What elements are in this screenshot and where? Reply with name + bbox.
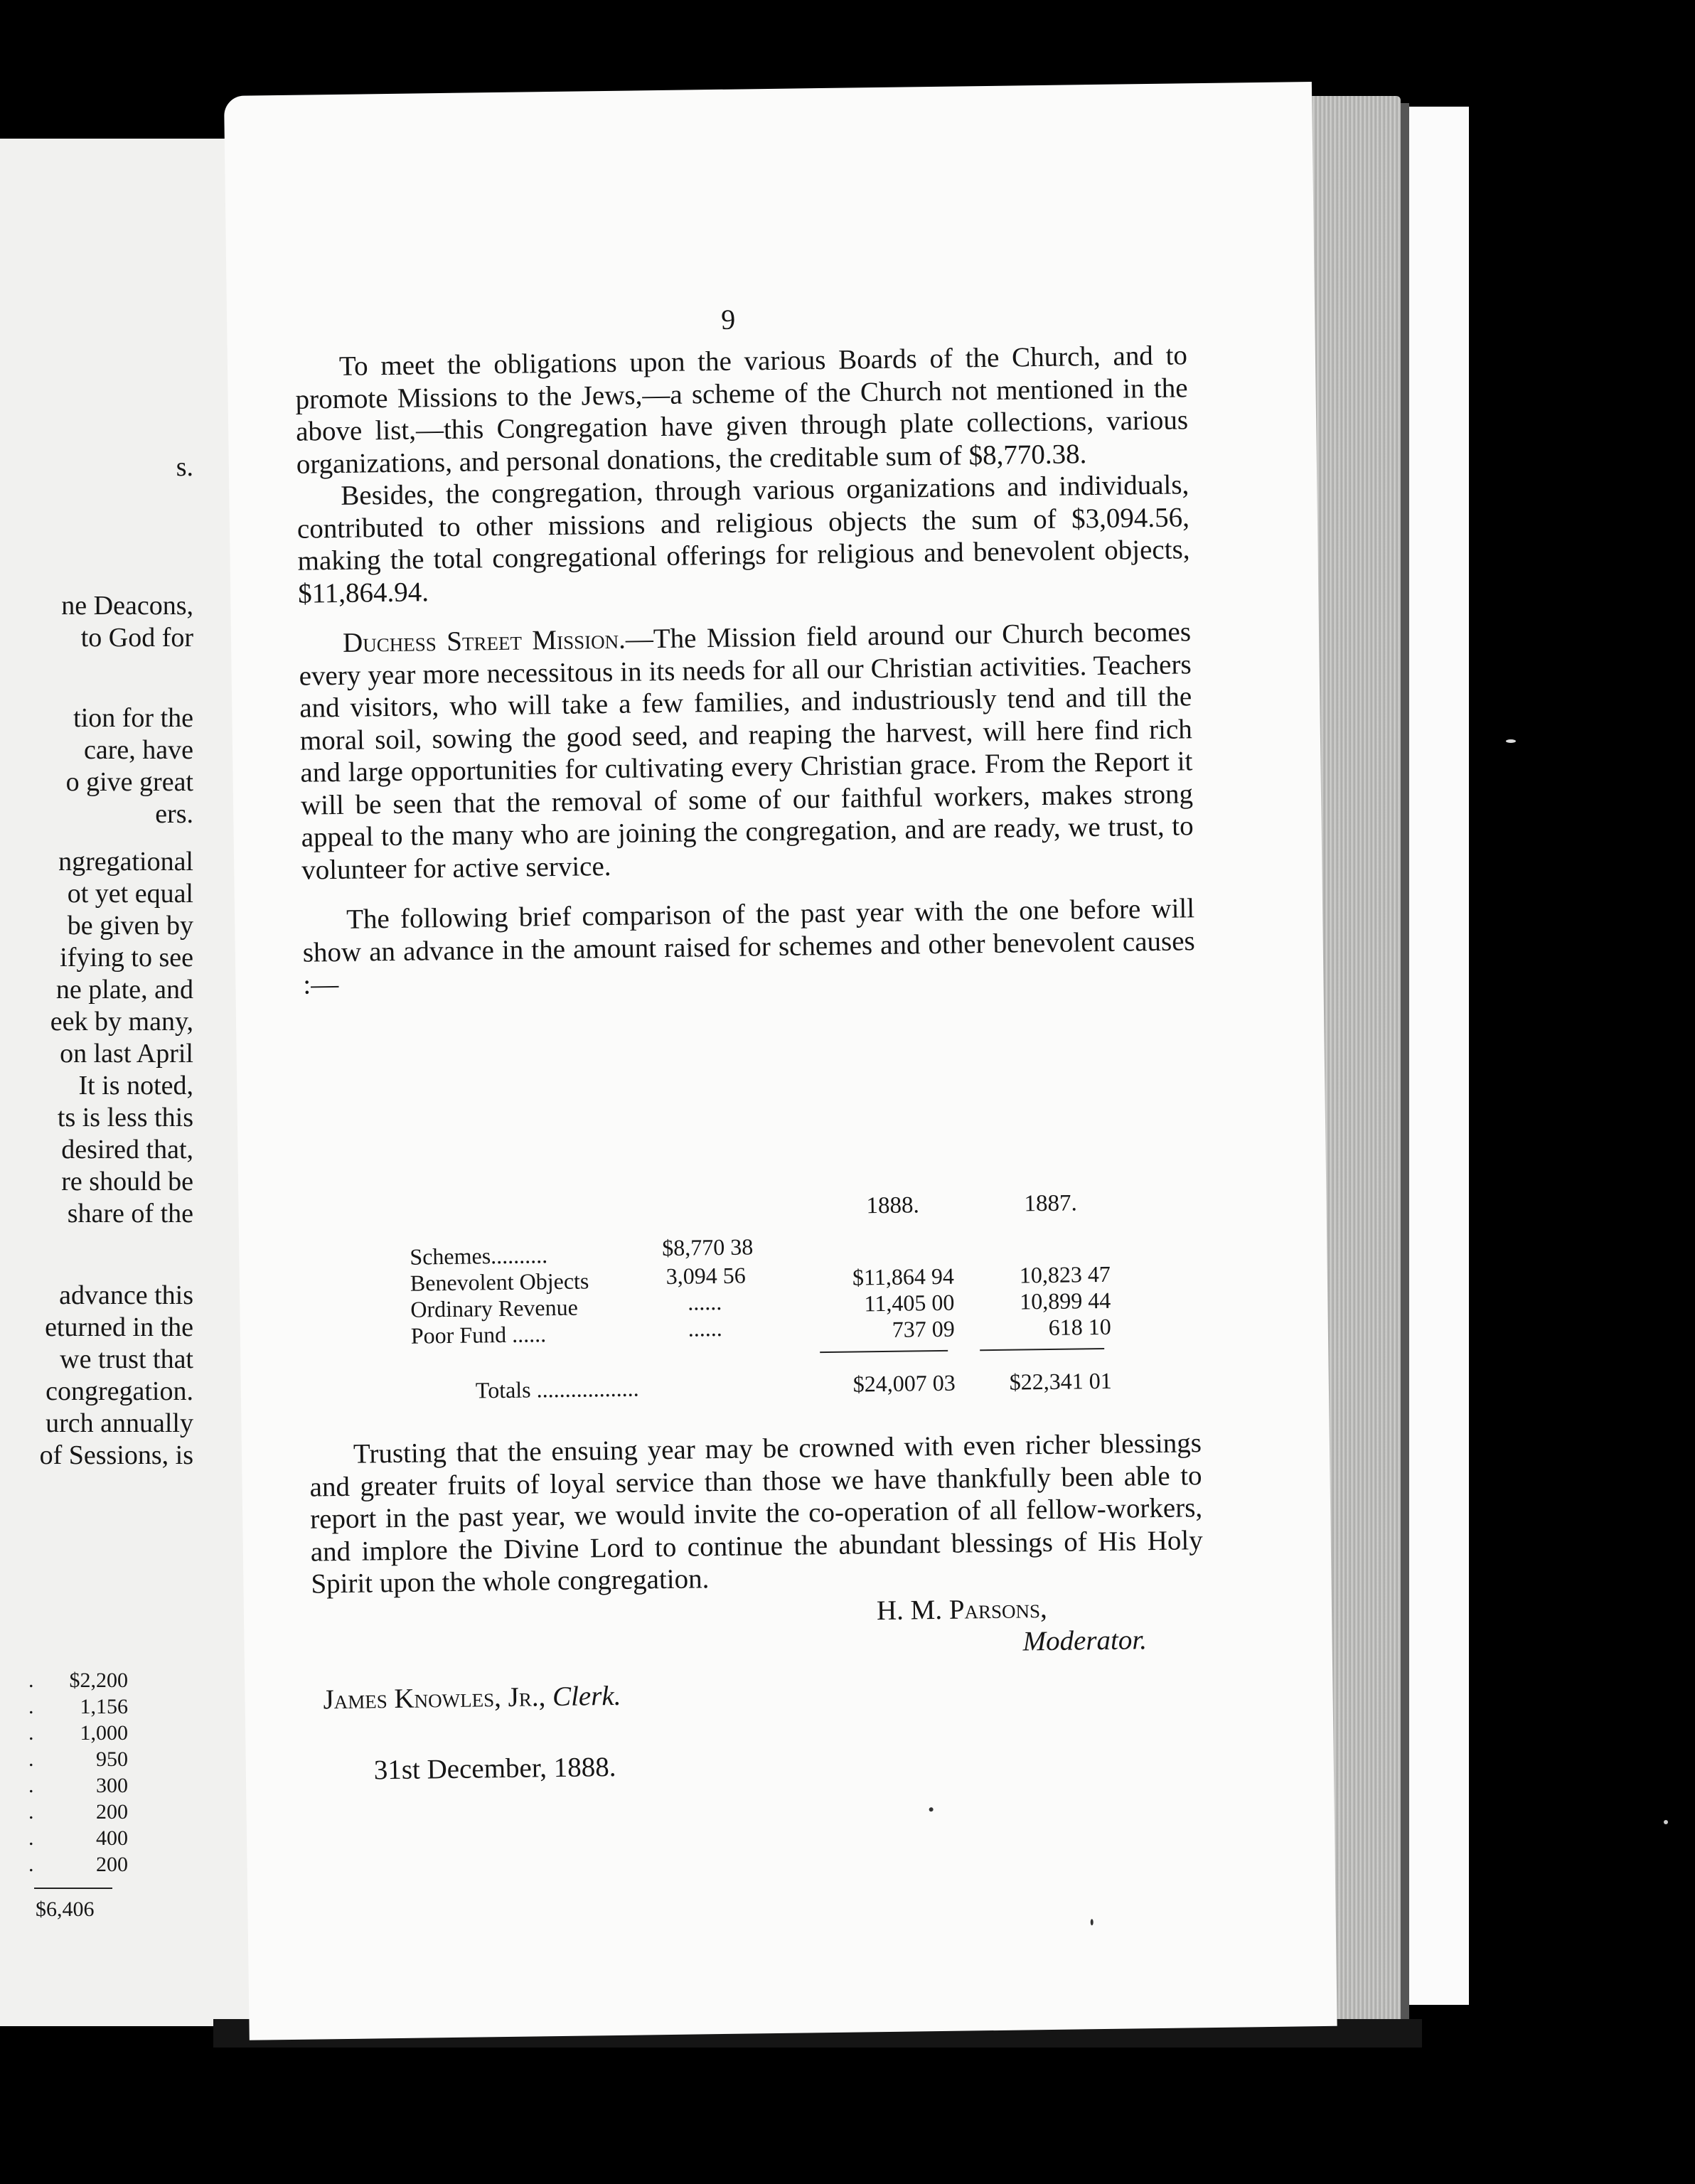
left-line: ne Deacons, (61, 591, 193, 621)
amount-1887-ordinary-revenue: 10,899 44 (1020, 1287, 1111, 1315)
placeholder-dots-poor-fund: ...... (688, 1315, 722, 1342)
amount-1887-benevolent: 10,823 47 (1019, 1260, 1111, 1288)
left-figure-row: . 400 (28, 1826, 128, 1850)
left-figure-row: . 1,000 (28, 1721, 128, 1745)
left-figure-row: . 200 (28, 1800, 128, 1824)
sum-rule-1888 (820, 1350, 948, 1353)
left-line: care, have (84, 735, 193, 765)
left-line: eturned in the (45, 1312, 193, 1342)
amount-benevolent-detail: 3,094 56 (665, 1262, 747, 1290)
paragraph-comparison-intro: The following brief comparison of the past year with the one before will show an advance in the amount raised for schemes and other benevolent causes :— (302, 893, 1195, 1000)
total-1888: $24,007 03 (852, 1369, 956, 1397)
mission-heading: Duchess Street Mission.— (342, 623, 654, 658)
left-line: ngregational (58, 847, 193, 877)
total-1887: $22,341 01 (1009, 1367, 1112, 1395)
amount-1888-poor-fund: 737 09 (892, 1315, 956, 1342)
dust-speck (1664, 1820, 1668, 1824)
placeholder-dots-ordinary: ...... (688, 1288, 722, 1315)
row-label-totals: Totals .................. (475, 1375, 639, 1403)
left-line: to God for (80, 623, 193, 653)
left-line: of Sessions, is (39, 1440, 193, 1470)
left-line: tion for the (73, 703, 193, 733)
left-line: o give great (65, 767, 193, 797)
left-line: ers. (155, 799, 193, 829)
comparison-table (304, 1082, 1197, 1403)
left-facing-page (0, 139, 257, 2026)
left-total-rule (34, 1888, 112, 1889)
left-line: be given by (67, 911, 193, 941)
left-figures-total: $6,406 (36, 1897, 95, 1921)
left-line: It is noted, (78, 1071, 193, 1101)
left-figure-row: . 200 (28, 1853, 128, 1876)
left-figure-row: . 300 (28, 1774, 128, 1797)
amount-schemes-detail: $8,770 38 (662, 1233, 754, 1261)
left-line: re should be (61, 1167, 193, 1197)
column-header-1888: 1888. (866, 1192, 919, 1219)
left-line: on last April (60, 1039, 193, 1069)
paragraph-obligations: To meet the obligations upon the various Boards of the Church, and to promote Missions to the Jews,—a scheme of the Church not mentioned in the above list,—this Congregation have given through plate collections, various organizations, and personal donations, the creditable sum of $8,770.38. (295, 340, 1189, 480)
amount-1888-benevolent: $11,864 94 (852, 1263, 955, 1290)
report-date: 31st December, 1888. (373, 1751, 616, 1786)
clerk-signature (323, 1680, 621, 1715)
row-label-benevolent-objects: Benevolent Objects (410, 1268, 589, 1296)
left-page-text (0, 139, 193, 1632)
left-line: eek by many, (50, 1007, 193, 1037)
amount-1888-ordinary-revenue: 11,405 00 (864, 1289, 955, 1317)
clerk-name: James Knowles, Jr., (323, 1681, 546, 1715)
left-line: ot yet equal (67, 879, 193, 909)
left-line: congregation. (46, 1376, 193, 1406)
left-line: ts is less this (57, 1103, 193, 1133)
paper-speck (929, 1807, 934, 1811)
body-text (295, 339, 1196, 1001)
paragraph-besides: Besides, the congregation, through various organizations and individuals, contributed to other missions and religious objects the sum of $3,094.56, making the total congregational offerings for religious and benevolent objects, $11,864.94. (296, 469, 1190, 609)
clerk-title: Clerk. (552, 1680, 621, 1713)
left-line: urch annually (46, 1408, 193, 1438)
row-label-poor-fund: Poor Fund ...... (410, 1321, 547, 1349)
amount-1887-poor-fund: 618 10 (1048, 1313, 1111, 1340)
left-line: s. (176, 452, 193, 482)
left-figures-column (28, 1667, 128, 1922)
moderator-title: Moderator. (1022, 1624, 1148, 1657)
row-label-ordinary-revenue: Ordinary Revenue (410, 1294, 579, 1322)
left-figure-row: . $2,200 (28, 1669, 128, 1692)
paragraph-closing: Trusting that the ensuing year may be crowned with even richer blessings and greater fruits of loyal service than those we have thankfully been able to report in the past year, we would invite the co-operation of all fellow-workers, and implore the Divine Lord to continue the abundant blessings of His Holy Spirit upon the whole congregation. (309, 1428, 1203, 1600)
left-line: ne plate, and (55, 975, 193, 1005)
left-figure-row: . 1,156 (28, 1695, 128, 1718)
left-line: we trust that (60, 1344, 193, 1374)
left-line: desired that, (61, 1135, 193, 1165)
column-header-1887: 1887. (1024, 1190, 1077, 1217)
left-line: advance this (59, 1280, 193, 1310)
left-line: share of the (67, 1199, 193, 1228)
paper-speck (1091, 1919, 1094, 1925)
left-figure-row: . 950 (28, 1747, 128, 1771)
left-line: ifying to see (60, 943, 193, 973)
row-label-schemes: Schemes.......... (410, 1242, 548, 1270)
mission-text: The Mission field around our Church becomes every year more necessitous in its needs for all our Christian activities. Teachers and visitors, who will take a few families, and industriously tend and till the moral soil, sowing the good seed, and reaping the harvest, will here find rich and large opportunities for cultivating every Christian grace. From the Report it will be seen that the removal of some of our faithful workers, makes strong appeal to the many who are joining the congregation, and are ready, we trust, to volunteer for active service. (299, 616, 1194, 886)
paragraph-duchess-street-mission (299, 616, 1194, 886)
closing-text (309, 1427, 1204, 1600)
moderator-name: H. M. Parsons, (876, 1593, 1048, 1627)
sum-rule-1887 (980, 1348, 1104, 1351)
page-number: 9 (720, 303, 736, 336)
page-9 (224, 82, 1337, 2040)
dust-speck (1506, 739, 1516, 743)
